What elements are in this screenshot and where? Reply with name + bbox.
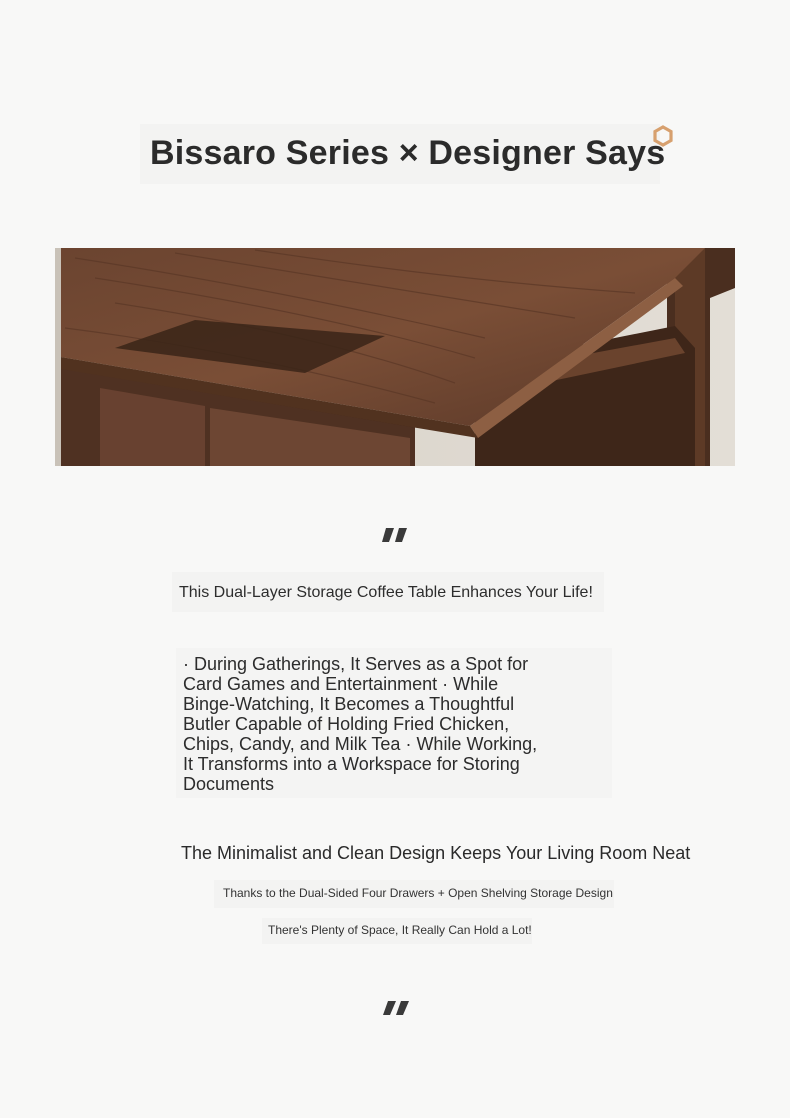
lead-text: This Dual-Layer Storage Coffee Table Enhances Your Life! — [179, 584, 593, 601]
capacity-text: There's Plenty of Space, It Really Can Hold a Lot! — [268, 923, 532, 937]
coffee-table-photo — [55, 248, 735, 466]
page-title: Bissaro Series × Designer Says — [150, 134, 666, 172]
usage-description: · During Gatherings, It Serves as a Spot for Card Games and Entertainment · While Binge-Watching, It Becomes a Thoughtful Butler Capable of Holding Fried Chicken, Chips, Candy, and Milk Tea · While Working, It Transforms into a Workspace for Storing Documents — [183, 654, 538, 794]
storage-design-text: Thanks to the Dual-Sided Four Drawers + Open Shelving Storage Design — [223, 886, 613, 900]
quote-open-icon — [381, 522, 411, 548]
design-heading: The Minimalist and Clean Design Keeps Your Living Room Neat — [181, 843, 691, 863]
hexagon-accent-icon — [652, 125, 674, 147]
quote-close-icon — [381, 995, 411, 1021]
